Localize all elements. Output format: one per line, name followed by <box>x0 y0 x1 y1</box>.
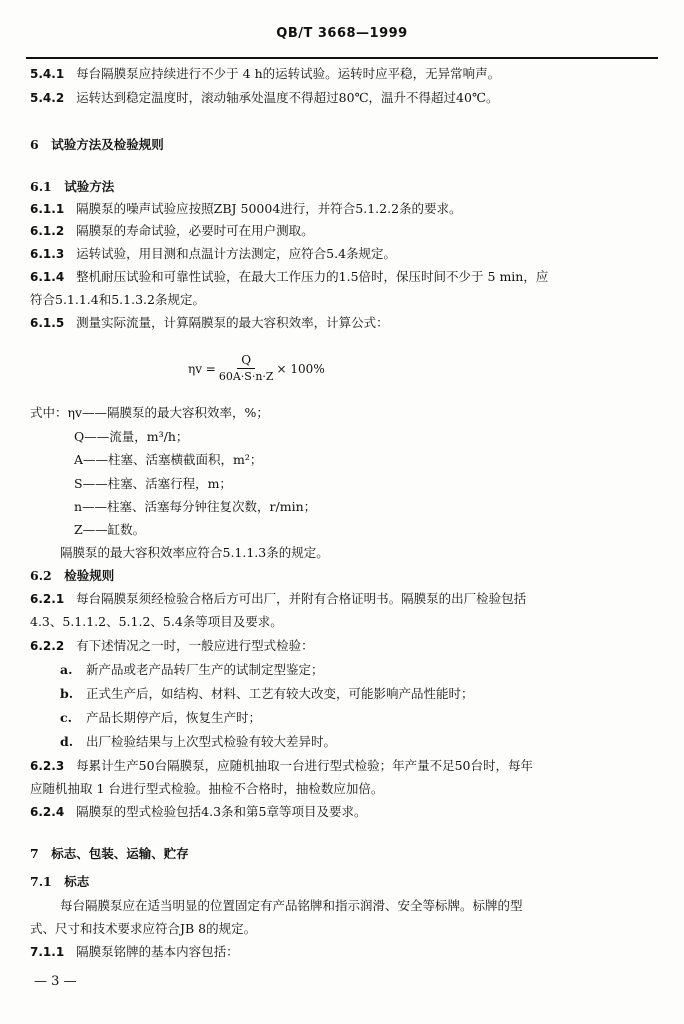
clause-number: 6.2.2 <box>30 639 65 653</box>
list-item-d <box>60 733 336 751</box>
clause-text: 隔膜泵铭牌的基本内容包括： <box>76 944 239 959</box>
formula-lhs: ηv = <box>188 361 216 376</box>
clause-6-2-3 <box>30 757 533 775</box>
list-item-a <box>60 661 324 679</box>
list-marker: c. <box>60 710 72 725</box>
clause-6-2-2 <box>30 637 314 655</box>
efficiency-formula <box>188 353 325 384</box>
clause-text: 每台隔膜泵应持续进行不少于 4 h的运转试验。运转时应平稳，无异常响声。 <box>76 66 501 81</box>
clause-6-1-5 <box>30 314 389 332</box>
formula-fraction <box>219 353 274 384</box>
section-6-1-heading: 6.1 试验方法 <box>30 179 115 194</box>
clause-number: 6.1.2 <box>30 224 65 238</box>
clause-number: 6.1.5 <box>30 316 65 330</box>
clause-6-1-3 <box>30 245 396 263</box>
page-number: — 3 — <box>34 974 77 989</box>
list-text: 正式生产后，如结构、材料、工艺有较大改变，可能影响产品性能时； <box>86 686 474 701</box>
list-marker: b. <box>60 686 74 701</box>
clause-6-2-1-cont: 4.3、5.1.1.2、5.1.2、5.4条等项目及要求。 <box>30 614 283 629</box>
clause-text: 每累计生产50台隔膜泵，应随机抽取一台进行型式检验；年产量不足50台时，每年 <box>76 758 533 773</box>
section-6-2-heading: 6.2 检验规则 <box>30 568 115 583</box>
clause-6-2-4 <box>30 803 367 821</box>
efficiency-requirement: 隔膜泵的最大容积效率应符合5.1.1.3条的规定。 <box>60 545 329 560</box>
clause-6-2-1 <box>30 590 526 608</box>
where-n: n——柱塞、活塞每分钟往复次数，r/min； <box>74 499 317 514</box>
clause-number: 6.1.3 <box>30 247 65 261</box>
clause-6-1-2 <box>30 222 314 240</box>
where-a: A——柱塞、活塞横截面积，m²； <box>74 452 263 467</box>
section-6-heading: 6 试验方法及检验规则 <box>30 137 164 152</box>
clause-number: 6.2.1 <box>30 592 65 606</box>
clause-5-4-2 <box>30 89 498 107</box>
list-item-c <box>60 709 261 727</box>
section-7-heading: 7 标志、包装、运输、贮存 <box>30 846 189 861</box>
clause-text: 有下述情况之一时，一般应进行型式检验： <box>76 638 314 653</box>
where-intro: 式中：ηv——隔膜泵的最大容积效率，%； <box>30 405 269 420</box>
clause-6-1-1 <box>30 200 462 218</box>
clause-6-2-3-cont: 应随机抽取 1 台进行型式检验。抽检不合格时，抽检数应加倍。 <box>30 781 384 796</box>
clause-text: 运转达到稳定温度时，滚动轴承处温度不得超过80℃，温升不得超过40℃。 <box>76 90 499 105</box>
paragraph-7-1: 每台隔膜泵应在适当明显的位置固定有产品铭牌和指示润滑、安全等标牌。标牌的型 <box>60 898 523 913</box>
where-z: Z——缸数。 <box>74 522 146 537</box>
clause-text: 隔膜泵的型式检验包括4.3条和第5章等项目及要求。 <box>76 804 367 819</box>
clause-text: 隔膜泵的寿命试验，必要时可在用户测取。 <box>76 223 314 238</box>
where-q: Q——流量，m³/h； <box>74 429 189 444</box>
clause-text: 隔膜泵的噪声试验应按照ZBJ 50004进行，并符合5.1.2.2条的要求。 <box>76 201 462 216</box>
list-marker: d. <box>60 734 74 749</box>
where-s: S——柱塞、活塞行程，m； <box>74 476 232 491</box>
section-7-1-heading: 7.1 标志 <box>30 874 90 889</box>
formula-denominator: 60A·S·n·Z <box>218 370 274 383</box>
clause-number: 5.4.2 <box>30 91 65 105</box>
clause-5-4-1 <box>30 65 500 83</box>
clause-text: 运转试验，用目测和点温计方法测定，应符合5.4条规定。 <box>76 246 397 261</box>
clause-text: 整机耐压试验和可靠性试验，在最大工作压力的1.5倍时，保压时间不少于 5 min，应 <box>76 269 549 284</box>
clause-number: 7.1.1 <box>30 945 65 959</box>
page-header-standard-number: QB/T 3668—1999 <box>276 26 408 41</box>
list-item-b <box>60 685 474 703</box>
clause-text: 每台隔膜泵须经检验合格后方可出厂，并附有合格证明书。隔膜泵的出厂检验包括 <box>76 591 527 606</box>
clause-text: 测量实际流量，计算隔膜泵的最大容积效率，计算公式： <box>76 315 389 330</box>
list-text: 产品长期停产后，恢复生产时； <box>86 710 262 725</box>
paragraph-7-1-cont: 式、尺寸和技术要求应符合JB 8的规定。 <box>30 921 257 936</box>
clause-number: 6.1.1 <box>30 202 65 216</box>
list-marker: a. <box>60 662 73 677</box>
clause-7-1-1 <box>30 943 239 961</box>
clause-6-1-4 <box>30 268 548 286</box>
header-rule <box>26 57 658 59</box>
clause-number: 6.2.4 <box>30 805 65 819</box>
formula-numerator: Q <box>237 353 255 369</box>
clause-number: 6.1.4 <box>30 270 65 284</box>
formula-rhs: × 100% <box>276 361 325 376</box>
clause-number: 5.4.1 <box>30 67 65 81</box>
clause-number: 6.2.3 <box>30 759 65 773</box>
list-text: 出厂检验结果与上次型式检验有较大差异时。 <box>86 734 337 749</box>
clause-6-1-4-cont: 符合5.1.1.4和5.1.3.2条规定。 <box>30 292 205 307</box>
list-text: 新产品或老产品转厂生产的试制定型鉴定； <box>86 662 324 677</box>
